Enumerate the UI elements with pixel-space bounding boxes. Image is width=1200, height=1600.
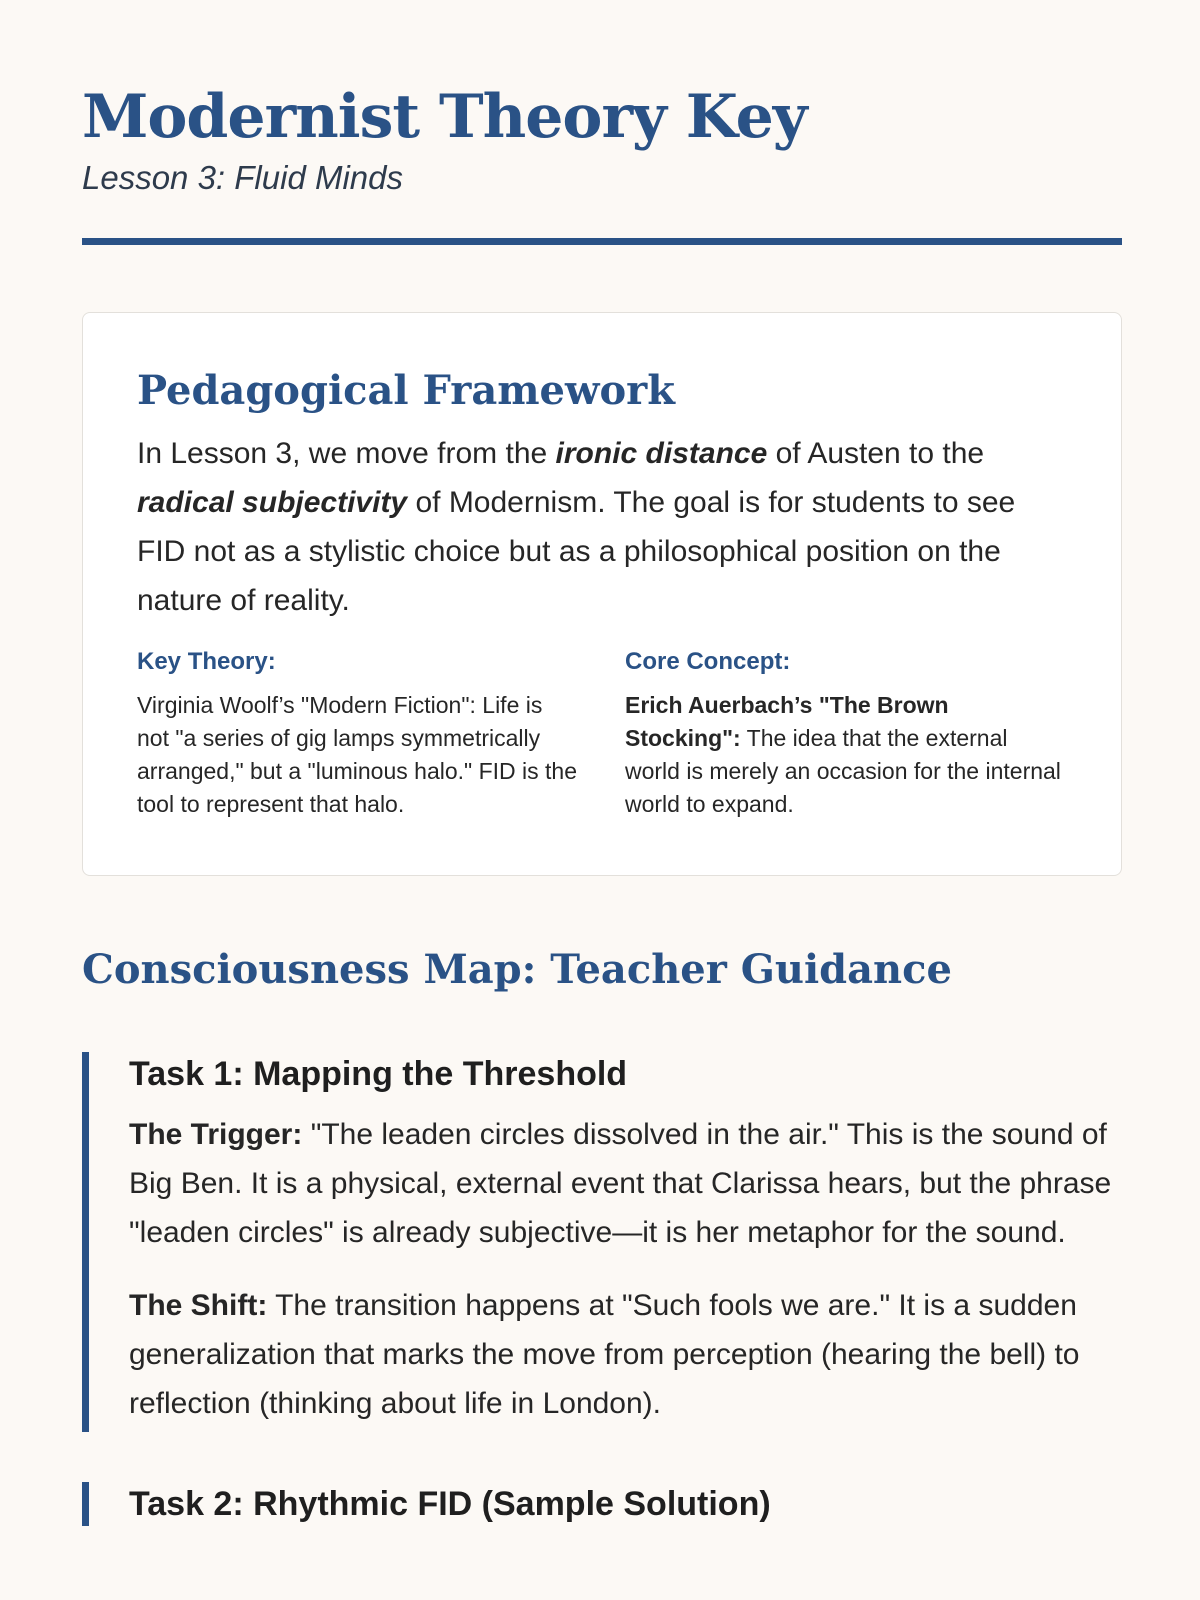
task-2-block xyxy=(82,1482,1122,1526)
framework-card xyxy=(82,312,1122,876)
page-title: Modernist Theory Key xyxy=(82,82,807,152)
framework-columns xyxy=(137,645,1067,821)
task-2-title: Task 2: Rhythmic FID (Sample Solution) xyxy=(129,1485,771,1523)
intro-text-1: In Lesson 3, we move from the xyxy=(137,437,556,470)
intro-text-2: of Austen to the xyxy=(767,437,985,470)
framework-intro xyxy=(137,429,1067,625)
title-divider xyxy=(82,238,1122,245)
task-1-shift xyxy=(129,1281,1122,1428)
key-theory-text: Virginia Woolf’s "Modern Fiction": Life is not "a series of gig lamps symmetrically arranged," but a "luminous halo." FID is the tool to represent that halo. xyxy=(137,692,577,817)
framework-title: Pedagogical Framework xyxy=(137,367,675,414)
trigger-label: The Trigger: xyxy=(129,1118,303,1151)
core-concept-body: The idea that the external world is merely an occasion for the internal world to expand. xyxy=(625,725,1061,817)
lesson-subtitle: Lesson 3: Fluid Minds xyxy=(82,159,403,196)
shift-text: The transition happens at "Such fools we are." It is a sudden generalization that marks the move from perception (hearing the bell) to reflection (thinking about life in London). xyxy=(129,1289,1080,1420)
core-concept-column xyxy=(625,645,1067,821)
task-1-trigger xyxy=(129,1110,1122,1257)
key-theory-column xyxy=(137,645,579,821)
trigger-text: "The leaden circles dissolved in the air." This is the sound of Big Ben. It is a physical, external event that Clarissa hears, but the phrase "leaden circles" is already subjective—it is her metaphor for the sound. xyxy=(129,1118,1112,1249)
intro-text-3: of Modernism. The goal is for students to see FID not as a stylistic choice but as a philosophical position on the nature of reality. xyxy=(137,486,1016,617)
core-concept-label: Core Concept: xyxy=(625,648,791,675)
guidance-title: Consciousness Map: Teacher Guidance xyxy=(82,946,952,993)
guidance-section xyxy=(82,946,1112,1526)
task-1-title: Task 1: Mapping the Threshold xyxy=(129,1055,628,1093)
shift-label: The Shift: xyxy=(129,1289,268,1322)
core-concept-text xyxy=(625,689,1067,821)
intro-emphasis-1: ironic distance xyxy=(555,437,768,470)
intro-emphasis-2: radical subjectivity xyxy=(137,486,408,519)
key-theory-label: Key Theory: xyxy=(137,648,276,675)
task-1-block xyxy=(82,1052,1122,1432)
document-header xyxy=(82,0,1098,245)
core-concept-bold: Erich Auerbach’s "The Brown Stocking": xyxy=(625,692,949,751)
